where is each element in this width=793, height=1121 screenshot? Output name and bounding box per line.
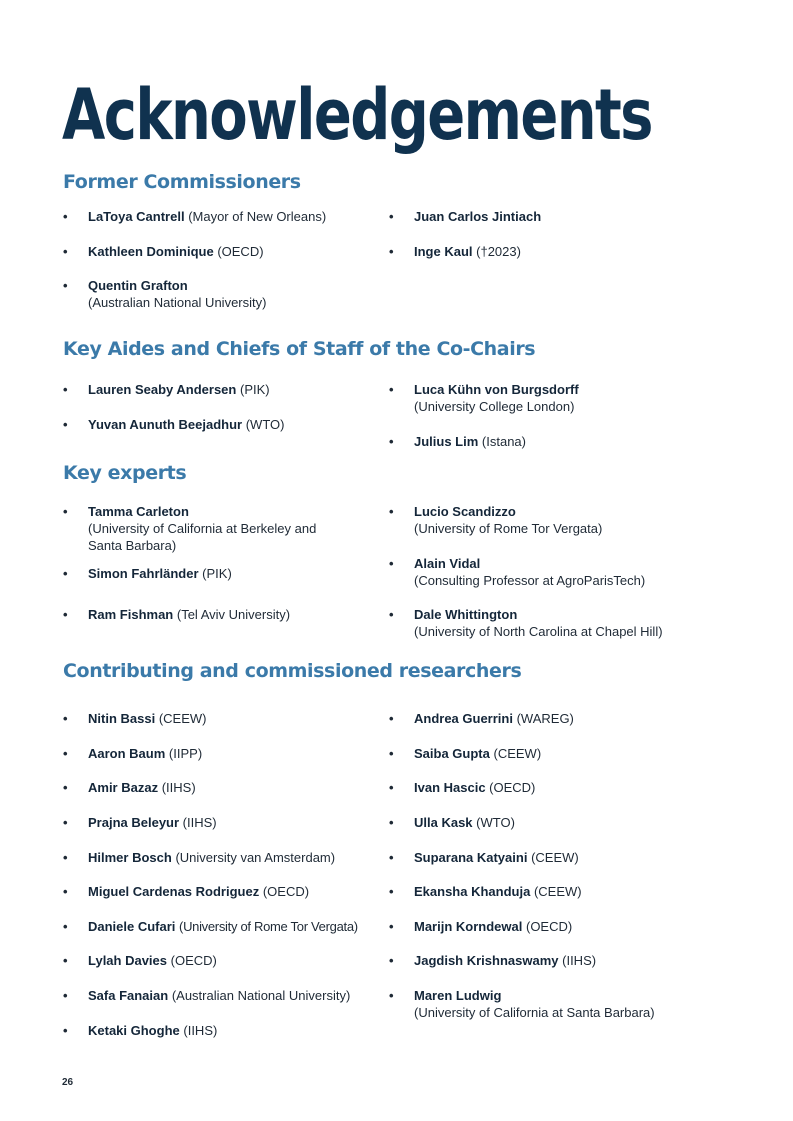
bullet: • xyxy=(389,988,394,1003)
bullet: • xyxy=(389,382,394,397)
person-name: Tamma Carleton xyxy=(88,504,189,519)
bullet: • xyxy=(63,780,68,795)
person-name: Dale Whittington xyxy=(414,607,518,622)
person-affiliation: (University of California at Berkeley and xyxy=(88,521,317,536)
list-item xyxy=(389,433,526,450)
bullet: • xyxy=(389,711,394,726)
person-name: Kathleen Dominique xyxy=(88,244,214,259)
person-name: LaToya Cantrell xyxy=(88,209,185,224)
section-heading-key-aides: Key Aides and Chiefs of Staff of the Co-Chairs xyxy=(63,338,536,360)
list-item xyxy=(63,987,351,1004)
list-item xyxy=(63,849,336,866)
bullet: • xyxy=(389,850,394,865)
bullet: • xyxy=(63,1023,68,1038)
person-name: Maren Ludwig xyxy=(414,988,502,1003)
person-affiliation: (Australian National University) xyxy=(171,988,351,1003)
person-affiliation: (CEEW) xyxy=(533,884,582,899)
person-name: Ivan Hascic xyxy=(414,780,486,795)
bullet: • xyxy=(63,278,68,293)
person-affiliation: (OECD) xyxy=(262,884,310,899)
bullet: • xyxy=(63,382,68,397)
person-name: Hilmer Bosch xyxy=(88,850,172,865)
person-name: Saiba Gupta xyxy=(414,746,490,761)
bullet: • xyxy=(389,209,394,224)
person-name: Inge Kaul xyxy=(414,244,473,259)
bullet: • xyxy=(389,504,394,519)
person-affiliation: (University of Rome Tor Vergata) xyxy=(179,919,358,934)
list-item xyxy=(63,918,358,935)
bullet: • xyxy=(389,780,394,795)
person-name: Simon Fahrländer xyxy=(88,566,199,581)
person-name: Ekansha Khanduja xyxy=(414,884,531,899)
person-name: Jagdish Krishnaswamy xyxy=(414,953,559,968)
person-affiliation: (Tel Aviv University) xyxy=(176,607,291,622)
list-item xyxy=(63,1022,218,1039)
person-name: Luca Kühn von Burgsdorff xyxy=(414,382,579,397)
list-item xyxy=(63,745,203,762)
list-item xyxy=(389,849,579,866)
list-item xyxy=(389,883,582,900)
person-affiliation: (PIK) xyxy=(202,566,232,581)
person-affiliation: (WAREG) xyxy=(516,711,574,726)
person-affiliation: (WTO) xyxy=(476,815,515,830)
person-affiliation: (OECD) xyxy=(489,780,536,795)
bullet: • xyxy=(389,884,394,899)
person-name: Andrea Guerrini xyxy=(414,711,513,726)
person-name: Amir Bazaz xyxy=(88,780,159,795)
person-name: Ketaki Ghoghe xyxy=(88,1023,180,1038)
person-name: Daniele Cufari xyxy=(88,919,176,934)
bullet: • xyxy=(63,850,68,865)
bullet: • xyxy=(63,953,68,968)
person-affiliation: (University College London) xyxy=(414,399,575,414)
person-affiliation: (IIHS) xyxy=(161,780,196,795)
list-item xyxy=(389,779,536,796)
section-heading-contributing-researchers: Contributing and commissioned researchers xyxy=(63,660,522,682)
list-item xyxy=(63,277,267,311)
bullet: • xyxy=(63,417,68,432)
person-name: Ram Fishman xyxy=(88,607,174,622)
bullet: • xyxy=(389,953,394,968)
person-affiliation: (IIPP) xyxy=(168,746,203,761)
person-name: Lucio Scandizzo xyxy=(414,504,516,519)
bullet: • xyxy=(389,434,394,449)
person-affiliation: (University of California at Santa Barbara) xyxy=(414,1005,655,1020)
person-affiliation: (IIHS) xyxy=(183,1023,218,1038)
list-item xyxy=(63,208,327,225)
person-affiliation: (Consulting Professor at AgroParisTech) xyxy=(414,573,646,588)
bullet: • xyxy=(389,607,394,622)
list-item xyxy=(389,987,655,1021)
page-number: 26 xyxy=(62,1077,74,1088)
list-item xyxy=(389,710,574,727)
list-item xyxy=(63,952,217,969)
list-item xyxy=(63,606,291,623)
person-affiliation: (Mayor of New Orleans) xyxy=(188,209,327,224)
person-name: Quentin Grafton xyxy=(88,278,188,293)
person-affiliation: (OECD) xyxy=(217,244,264,259)
list-item xyxy=(63,243,264,260)
bullet: • xyxy=(63,815,68,830)
list-item xyxy=(389,606,663,640)
bullet: • xyxy=(389,746,394,761)
person-affiliation: (University van Amsterdam) xyxy=(175,850,336,865)
bullet: • xyxy=(63,504,68,519)
bullet: • xyxy=(63,919,68,934)
list-item xyxy=(389,555,646,589)
bullet: • xyxy=(389,244,394,259)
list-item xyxy=(389,503,603,537)
page-title: Acknowledgements xyxy=(62,74,652,156)
person-name: Safa Fanaian xyxy=(88,988,169,1003)
list-item xyxy=(389,208,542,225)
person-affiliation: (IIHS) xyxy=(182,815,217,830)
person-name: Lauren Seaby Andersen xyxy=(88,382,237,397)
list-item xyxy=(63,565,232,582)
section-heading-key-experts: Key experts xyxy=(63,462,187,484)
list-item xyxy=(63,779,196,796)
bullet: • xyxy=(63,711,68,726)
person-affiliation: (University of North Carolina at Chapel Hill) xyxy=(414,624,663,639)
bullet: • xyxy=(63,244,68,259)
list-item xyxy=(389,814,515,831)
bullet: • xyxy=(389,919,394,934)
person-affiliation: (WTO) xyxy=(245,417,285,432)
list-item xyxy=(389,952,597,969)
bullet: • xyxy=(389,815,394,830)
person-affiliation: (OECD) xyxy=(525,919,573,934)
person-affiliation: (Istana) xyxy=(481,434,526,449)
bullet: • xyxy=(63,884,68,899)
person-affiliation: (CEEW) xyxy=(531,850,579,865)
list-item xyxy=(389,918,573,935)
person-affiliation-line2: Santa Barbara) xyxy=(88,538,177,553)
person-name: Nitin Bassi xyxy=(88,711,156,726)
list-item xyxy=(389,745,542,762)
person-affiliation: (Australian National University) xyxy=(88,295,267,310)
list-item xyxy=(63,710,207,727)
list-item xyxy=(63,503,317,554)
bullet: • xyxy=(63,746,68,761)
bullet: • xyxy=(63,988,68,1003)
person-name: Juan Carlos Jintiach xyxy=(414,209,542,224)
bullet: • xyxy=(63,607,68,622)
section-heading-former-commissioners: Former Commissioners xyxy=(63,171,301,193)
bullet: • xyxy=(63,566,68,581)
person-name: Alain Vidal xyxy=(414,556,481,571)
person-name: Julius Lim xyxy=(414,434,479,449)
person-name: Prajna Beleyur xyxy=(88,815,180,830)
person-affiliation: (OECD) xyxy=(170,953,217,968)
list-item xyxy=(63,814,217,831)
person-name: Lylah Davies xyxy=(88,953,168,968)
person-affiliation: (CEEW) xyxy=(158,711,207,726)
list-item xyxy=(63,416,285,433)
list-item xyxy=(63,381,270,398)
list-item xyxy=(389,381,579,415)
bullet: • xyxy=(63,209,68,224)
person-name: Ulla Kask xyxy=(414,815,473,830)
person-affiliation: (University of Rome Tor Vergata) xyxy=(414,521,603,536)
list-item xyxy=(389,243,521,260)
person-name: Suparana Katyaini xyxy=(414,850,528,865)
list-item xyxy=(63,883,310,900)
person-affiliation: (PIK) xyxy=(239,382,270,397)
person-name: Yuvan Aunuth Beejadhur xyxy=(88,417,243,432)
person-name: Aaron Baum xyxy=(88,746,166,761)
person-affiliation: (†2023) xyxy=(476,244,521,259)
person-name: Miguel Cardenas Rodriguez xyxy=(88,884,260,899)
bullet: • xyxy=(389,556,394,571)
person-affiliation: (CEEW) xyxy=(493,746,542,761)
person-name: Marijn Korndewal xyxy=(414,919,523,934)
person-affiliation: (IIHS) xyxy=(562,953,597,968)
